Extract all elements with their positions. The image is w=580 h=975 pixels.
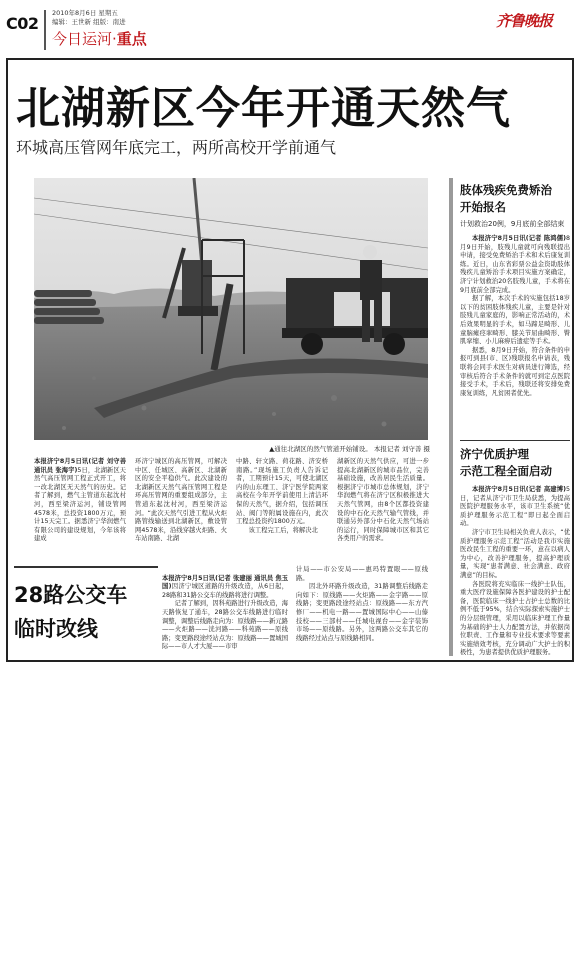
bus-story-title xyxy=(14,578,127,646)
sidebar-story-2-text-1: 5日，记者从济宁市卫生局获悉，为提高医院护理服务水平，该市卫生系统“优质护理服务示范工程”即日起全面启动。 xyxy=(460,486,570,528)
bus-story-lead: 本报济宁8月5日讯(记者 张建丽 通讯员 焦玉国) xyxy=(162,574,288,591)
sidebar-story-1 xyxy=(460,182,570,398)
sidebar-bar xyxy=(449,178,453,656)
date-line: 2010年8月6日 星期五 xyxy=(52,9,118,17)
sidebar-story-1-para-1 xyxy=(460,235,570,295)
bus-story-rule xyxy=(14,566,158,568)
newspaper-logo: 齐鲁晚报 xyxy=(496,12,553,30)
story-text-1: 5日，北湖新区天然气高压管网工程正式开工，将一改北湖区无天然气的历史。记者了解到，燃气主管道东起沈村河，西至梁济运河，铺设管网4578米，总投资1800万元，预计15天完工。据悉济宁华润燃气有限公司的建设规划，今年该将建成 xyxy=(34,466,126,543)
sidebar-story-1-dek: 计划救治20例，9月底前全部结束 xyxy=(460,220,565,228)
sidebar-story-2 xyxy=(460,446,570,658)
bus-column-1 xyxy=(162,566,288,652)
headline: 北湖新区今年开通天然气 xyxy=(16,83,511,134)
header-meta xyxy=(52,9,126,27)
story-column-1 xyxy=(34,458,126,544)
sidebar-story-2-para-3: 各医院将充实临床一线护士队伍，重大医疗设施保障各医护建设的护士配备，医院临床一线护士占护士总数的比例不低于95%，结合实际探索实施护士的分层级管理，采用以临床护理工作量为基础的护士人力配置方法，并依据岗位职责、工作量和专业技术要求等要素实施绩效考核，充分调动广大护士的积极性，为患者提供优质护理服务。 xyxy=(460,580,570,657)
sidebar-story-1-para-3: 据悉，8月9日开始，符合条件的申报可到县(市、区)残联报名申请表，残联将会同手术医生对病员进行筛选，经审核后符合手术条件的就可到定点医院接受手术，手术后，残联还将安排免费康复训练，凡贫困者优先。 xyxy=(460,346,570,397)
section-focus: 重点 xyxy=(116,30,147,48)
sidebar-divider xyxy=(460,440,570,441)
construction-photo xyxy=(34,178,428,440)
section-name: 今日运河· xyxy=(52,30,117,48)
editor-line: 编辑：王世新 组版：南进 xyxy=(52,18,126,26)
bus-title-line-2: 临时改线 xyxy=(14,617,98,641)
sidebar-story-2-para-2: 济宁市卫生局相关负责人表示，“优质护理服务示范工程”活动是我市实施医改民生工程的重要一环，意在以病人为中心，改善护理服务，提高护理质量，实现“患者满意、社会满意、政府满意”的目标。 xyxy=(460,528,570,579)
sidebar-story-2-lead: 本报济宁8月5日讯(记者 高建博) xyxy=(472,486,566,493)
sidebar-story-2-title-line-1: 济宁优质护理 xyxy=(460,447,529,461)
story-lead: 本报济宁8月5日讯(记者 刘守善 通讯员 张海宇) xyxy=(34,458,126,474)
construction-photo-image xyxy=(34,178,428,440)
story-column-2: 环济宁城区的高压管网，可解决中区、任城区、高新区、北湖新区的安全平稳供气。此次建设的北湖新区天然气高压管网工程是环高压管网的重要组成部分，主管道东起沈村河，西至梁济运河。“此次天然气引进工程从火炬路管线输送到北湖新区，敷设管网4578米，沿线穿越火炬路、火车站南路、北湖 xyxy=(135,458,227,543)
section-title xyxy=(52,28,147,49)
bus-column-2: 计局——市公安局——惠玛特置眼——原线路。 因北外环路升级改造，31路调整后线路走向如下：原线路——火炬路——金宇路——原线路；变更路段途经站点：原线路——东方汽修厂——机电一路——置城国际中心——山傣技校——三部村——任城电视台——金宇装饰市场——原线路。另外，这两路公交车其它的线路经过站点与原线路相同。 xyxy=(296,566,428,642)
sidebar-story-1-title-line-2: 开始报名 xyxy=(460,200,506,214)
bus-title-line-1: 28路公交车 xyxy=(14,583,128,607)
story-column-3: 中路、轩文路、荷花路、济安桥南路。”现场施工负责人告诉记者，工期预计15天，可使北湖区内的山东理工、济宁医学院两家高校在今年开学前使用上清洁环保的天然气，据介绍，包括调压站、阀门等附属设施在内，此次工程总投资约1800万元。 该工程完工后，将解决北 xyxy=(236,458,328,534)
bus-text-1: 因济宁城区道路的升级改造，从6日起，28路和31路公交车的线路将进行调整。 记者了解到，因科苑路进行升级改造，海天路恢复了通车，28路公交车线路进行临时调整，调整后线路走向为：原线路——新元路——火炬路——洸河路——科苑路——原线路；变更路段途经站点为：原线路——置城国际——市人才大厦——市审 xyxy=(162,583,288,651)
photo-caption: ▲通往北湖区的然气管道开始铺设。 本报记者 刘守善 摄 xyxy=(269,445,430,453)
story-column-4: 湖新区的天然气供应，可进一步提高北湖新区的城市品位，完善基础设施，改善居民生活质量。根据济宁市城市总体规划，济宁华润燃气将在济宁区积极推进大天然气管网，由8个区都投资建设的中石化天然气输气管线，并联通另外部分中石化天然气场站的运行，同时保障城市区和其它各类用户的需求。 xyxy=(337,458,429,543)
sidebar-story-2-title-line-2: 示范工程全面启动 xyxy=(460,464,552,478)
sidebar-story-1-title-line-1: 肢体残疾免费矫治 xyxy=(460,183,552,197)
page-code: C02 xyxy=(6,14,39,33)
subhead: 环城高压管网年底完工，两所高校开学前通气 xyxy=(16,138,337,157)
sidebar-story-1-text-1: 8月9日开始，肢残儿童就可向残联提出申请，接受免费矫治手术和术后康复训练。近日，山东省彩票公益金资助肢体残疾儿童矫治手术项目实施方案确定，济宁计划救治20名肢残儿童，手术将在9月底前全部完成。 xyxy=(460,235,570,294)
sidebar-story-2-para-1 xyxy=(460,486,570,529)
header-divider xyxy=(44,10,46,50)
sidebar-story-1-lead: 本报济宁8月5日讯(记者 陈鸿儒) xyxy=(472,235,566,242)
sidebar-story-1-para-2: 据了解，本次手术的实施包括18岁以下的贫困肢体残疾儿童，主要是针对肢残儿童家庭的，影响正常活动的，术后效果明显的手术，如马蹄足畸形、儿童脑瘫痉挛畸形、膝关节屈曲畸形、臀肌挛缩、小儿麻痹后遗症等手术。 xyxy=(460,295,570,346)
